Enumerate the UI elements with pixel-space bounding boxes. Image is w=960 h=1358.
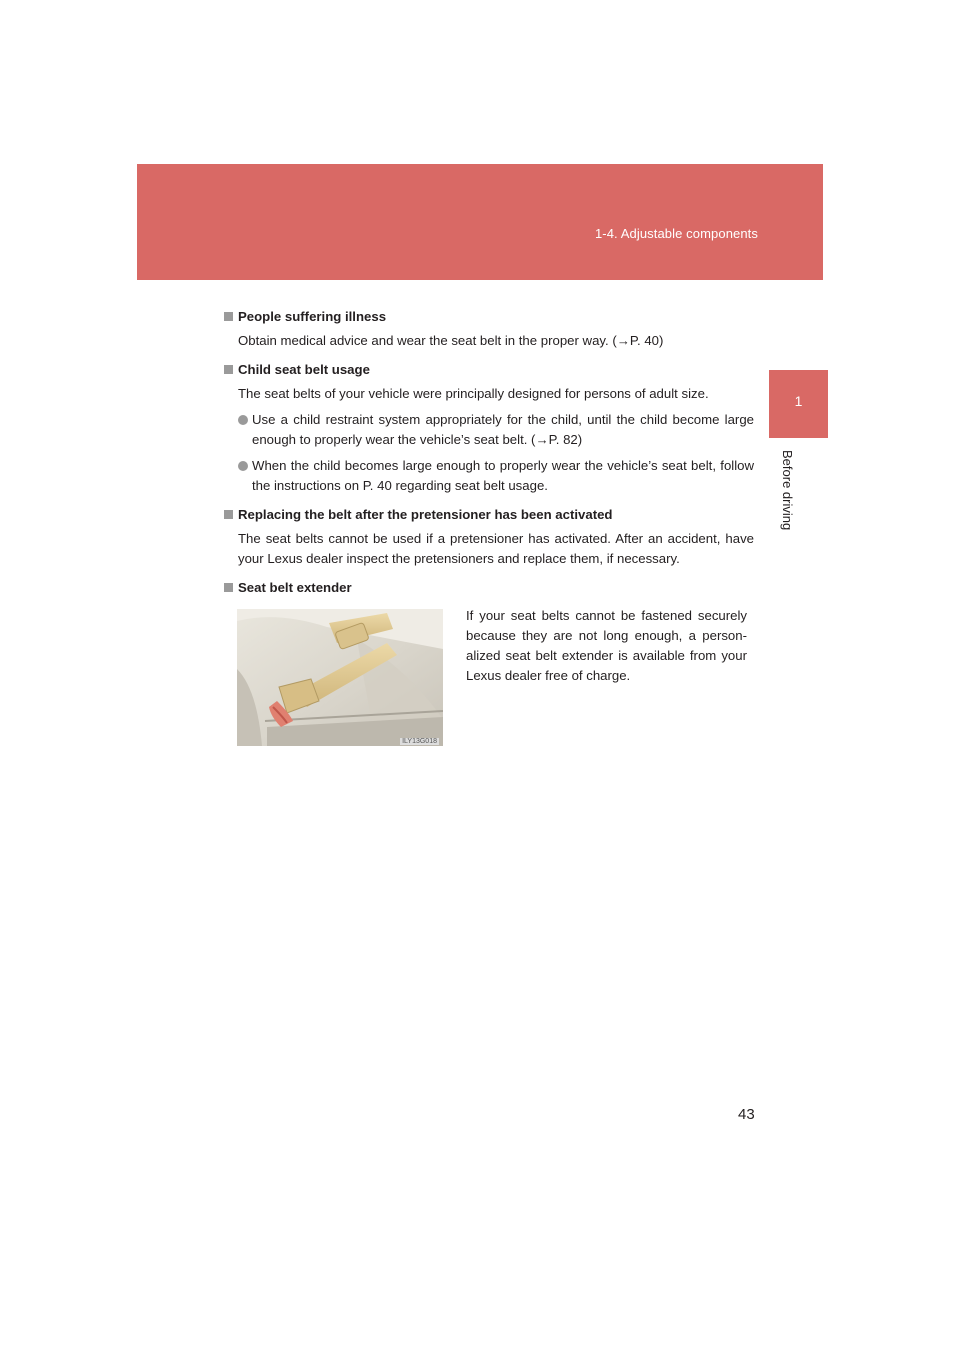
heading-text: Seat belt extender bbox=[238, 580, 352, 595]
bullet-text: Use a child restraint system appropriately for the child, until the child become large enough to properly wear the vehicle’s seat belt. (→P. 82) bbox=[252, 412, 754, 447]
chapter-number: 1 bbox=[794, 393, 803, 409]
heading-text: Child seat belt usage bbox=[238, 362, 370, 377]
circle-bullet-icon bbox=[238, 461, 248, 471]
header-band bbox=[137, 164, 823, 280]
seat-belt-image bbox=[237, 609, 443, 746]
square-bullet-icon bbox=[224, 510, 233, 519]
paragraph: The seat belts of your vehicle were principally designed for persons of adult size. bbox=[238, 386, 709, 401]
heading-text: People suffering illness bbox=[238, 309, 387, 324]
seat-belt-extender-illustration bbox=[237, 609, 443, 746]
bullet-item bbox=[224, 456, 754, 496]
paragraph: The seat belts cannot be used if a pretensioner has activated. After an accident, have your Lexus dealer inspect the pretensioners and replace them, if necessary. bbox=[238, 531, 754, 566]
bullet-item bbox=[224, 410, 754, 450]
section-heading bbox=[224, 307, 754, 327]
page-number: 43 bbox=[738, 1106, 755, 1123]
square-bullet-icon bbox=[224, 312, 233, 321]
section-heading bbox=[224, 578, 754, 598]
chapter-label bbox=[779, 450, 799, 540]
section-heading bbox=[224, 505, 754, 525]
paragraph: Obtain medical advice and wear the seat belt in the proper way. (→P. 40) bbox=[238, 333, 664, 348]
bullet-text: When the child becomes large enough to properly wear the vehicle’s seat belt, follow the instructions on P. 40 regarding seat belt usage. bbox=[252, 458, 754, 493]
square-bullet-icon bbox=[224, 583, 233, 592]
square-bullet-icon bbox=[224, 365, 233, 374]
section-heading bbox=[224, 360, 754, 380]
circle-bullet-icon bbox=[238, 415, 248, 425]
chapter-label-text: Before driving bbox=[780, 450, 795, 531]
figure-caption: If your seat belts cannot be fastened securely because they are not long enough, a person-alized seat belt extender is available from your Lexus dealer free of charge. bbox=[466, 608, 747, 683]
heading-text: Replacing the belt after the pretensioner has been activated bbox=[238, 507, 613, 522]
figure-code: ILY13G018 bbox=[402, 738, 437, 745]
content bbox=[224, 307, 754, 598]
section-title: 1-4. Adjustable components bbox=[594, 226, 758, 241]
chapter-tab bbox=[769, 370, 828, 438]
